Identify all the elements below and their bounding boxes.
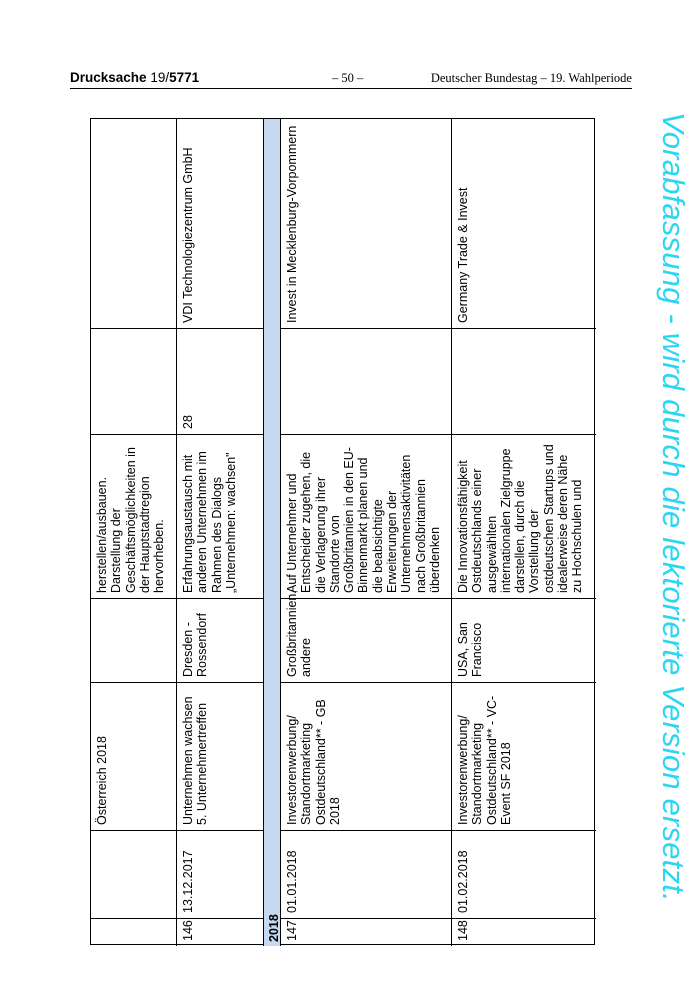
document-number: 5771: [169, 70, 200, 85]
cell-date: 01.02.2018: [452, 831, 596, 919]
cell-location: Großbritannien, andere: [281, 599, 451, 683]
cell-goal: Die Innovationsfähigkeit Ostdeutschlands einer ausgewählten internationalen Zielgruppe darstellen, durch die Vorstellung der ostdeutschen Startups und idealerweise deren Nähe zu Hochschulen und: [452, 435, 596, 599]
parliament-label: Deutscher Bundestag – 19. Wahlperiode: [430, 71, 632, 85]
page-header: [70, 70, 632, 88]
section-row: [263, 119, 280, 946]
section-year: 2018: [267, 914, 281, 942]
table-row: [451, 119, 596, 946]
cell-goal: herstellen/ausbauen. Darstellung der Geschäftsmöglichkeiten in der Hauptstadtregion hervorheben.: [91, 435, 176, 599]
document-reference: [70, 70, 199, 85]
header-rule: [70, 88, 632, 89]
cell-partner: Germany Trade & Invest: [452, 119, 596, 329]
watermark-text: Vorabfassung - wird durch die lektorierte Version ersetzt.: [656, 112, 691, 902]
cell-location: Dresden - Rossendorf: [177, 599, 263, 683]
table-row: [91, 119, 176, 946]
table-row: [176, 119, 263, 946]
cell-participants: [91, 329, 176, 435]
cell-goal: Auf Unternehmer und Entscheider zugehen, die die Verlagerung ihrer Standorte von Großbritannien in den EU-Binnenmarkt planen und die beabsichtigte Erweiterungen der Unternehmensaktivitäten nach Großbritannien überdenken: [281, 435, 451, 599]
cell-nr: 147: [285, 920, 299, 941]
cell-event: Unternehmen wachsen 5. Unternehmertreffen: [177, 683, 263, 831]
document-label: Drucksache: [70, 70, 147, 85]
cell-goal: Erfahrungsaustausch mit anderen Unternehmen im Rahmen des Dialogs „Unternehmen: wachsen": [177, 435, 263, 599]
document-number-prefix: 19/: [150, 70, 170, 85]
draft-watermark: [648, 112, 693, 902]
cell-nr: 146: [181, 920, 195, 941]
page-number: – 50 –: [332, 71, 364, 85]
cell-date: 01.01.2018: [281, 831, 451, 919]
cell-location: [91, 599, 176, 683]
cell-partner: VDI Technologiezentrum GmbH: [177, 119, 263, 329]
cell-location: USA, San Francisco: [452, 599, 596, 683]
cell-nr: [91, 919, 176, 946]
cell-partner: Invest in Mecklenburg-Vorpommern: [281, 119, 451, 329]
cell-event: Investorenwerbung/ Standortmarketing Ostdeutschland** - GB 2018: [281, 683, 451, 831]
cell-date: [91, 831, 176, 919]
cell-event: Investorenwerbung/ Standortmarketing Ostdeutschland** - VC-Event SF 2018: [452, 683, 596, 831]
cell-participants: 28: [177, 329, 263, 435]
cell-participants: [452, 329, 596, 435]
cell-date: 13.12.2017: [177, 831, 263, 919]
cell-nr: 148: [456, 920, 470, 941]
event-table-rotated: [91, 119, 596, 946]
table-row: [280, 119, 451, 946]
cell-partner: [91, 119, 176, 329]
cell-participants: [281, 329, 451, 435]
event-table: [90, 118, 595, 945]
cell-event: Österreich 2018: [91, 683, 176, 831]
